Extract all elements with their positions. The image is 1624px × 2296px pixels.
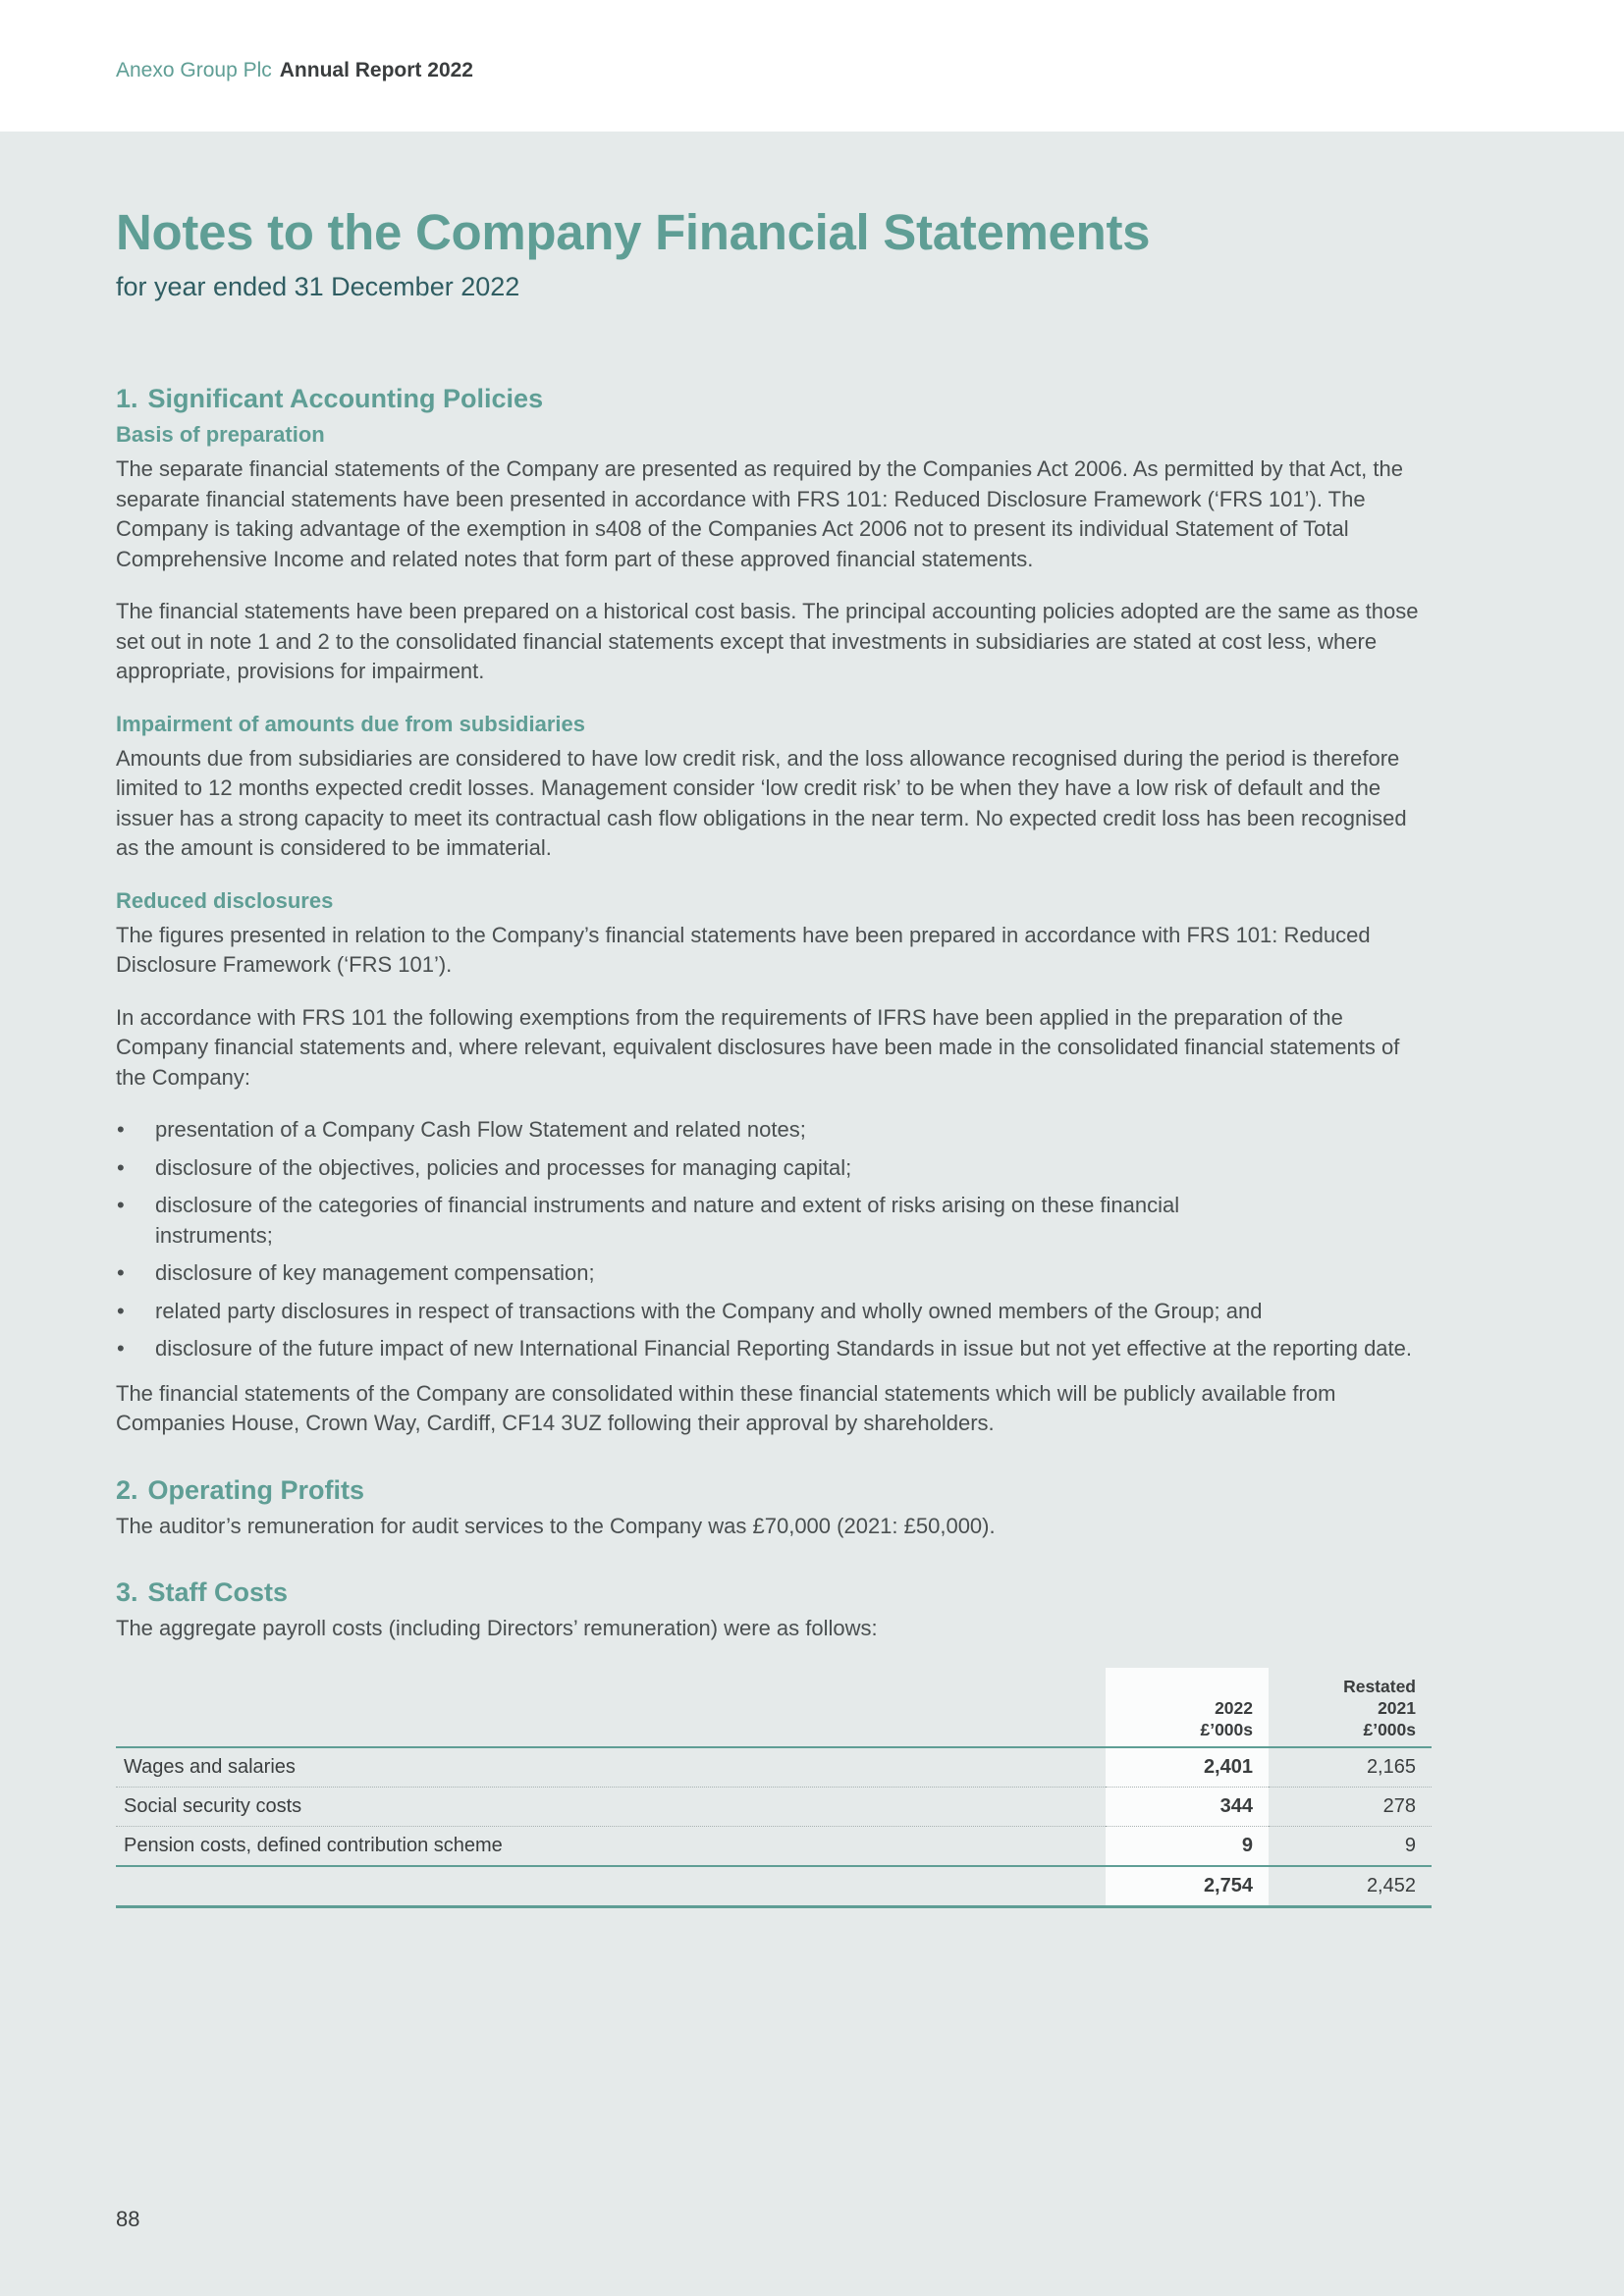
- column-unit-2022: £’000s: [1200, 1719, 1253, 1739]
- column-header-2022: [1106, 1668, 1269, 1747]
- list-item: • related party disclosures in respect of transactions with the Company and wholly owned members of the Group; and: [116, 1297, 1432, 1327]
- table-header-blank: [116, 1668, 1106, 1747]
- value-2021: 2,165: [1269, 1747, 1432, 1788]
- consolidation-paragraph: The financial statements of the Company are consolidated within these financial statements which will be publicly available from Companies House, Crown Way, Cardiff, CF14 3UZ following their approval by shareholders.: [116, 1380, 1336, 1435]
- total-row: [116, 1866, 1432, 1907]
- row-label: Social security costs: [116, 1787, 1106, 1826]
- value-2022: 2,401: [1106, 1747, 1269, 1788]
- value-2021: 9: [1269, 1826, 1432, 1866]
- column-header-2021: [1269, 1668, 1432, 1747]
- page-title: Notes to the Company Financial Statements: [116, 204, 1151, 260]
- column-year-2021: 2021: [1378, 1697, 1416, 1718]
- value-2022: 9: [1106, 1826, 1269, 1866]
- exemptions-list: [116, 1115, 1432, 1364]
- basis-heading: Basis of preparation: [116, 422, 325, 447]
- operating-profits-paragraph: The auditor’s remuneration for audit services to the Company was £70,000 (2021: £50,000).: [116, 1513, 996, 1538]
- basis-paragraph-1: The separate financial statements of the Company are presented as required by the Companies Act 2006. As permitted by that Act, the separate financial statements have been presented in accordance with FRS 101: Reduced Disclosure Framework (‘FRS 101’). The Company is taking advantage of the exemption in s408 of the Companies Act 2006 not to present its individual Statement of Total Comprehensive Income and related notes that form part of these approved financial statements.: [116, 456, 1403, 571]
- total-label-blank: [116, 1866, 1106, 1907]
- section-1-heading: [116, 381, 1432, 416]
- reduced-disclosures-heading: Reduced disclosures: [116, 887, 334, 913]
- company-name: Anexo Group Plc: [116, 59, 272, 81]
- section-1-title: Significant Accounting Policies: [147, 384, 544, 413]
- page-content: [116, 201, 1432, 1908]
- page-header: [0, 0, 1624, 132]
- impairment-paragraph: Amounts due from subsidiaries are considered to have low credit risk, and the loss allowance recognised during the period is therefore limited to 12 months expected credit losses. Management consider ‘low credit risk’ to be when they have a low risk of default and the issuer has a strong capacity to meet its contractual cash flow obligations in the near term. No expected credit loss has been recognised as the amount is considered to be immaterial.: [116, 745, 1407, 860]
- reduced-paragraph-1: The figures presented in relation to the Company’s financial statements have been prepared in accordance with FRS 101: Reduced Disclosure Framework (‘FRS 101’).: [116, 922, 1371, 977]
- section-3-heading: [116, 1575, 1432, 1610]
- column-unit-2021: £’000s: [1363, 1719, 1416, 1739]
- section-3-number: 3.: [116, 1577, 138, 1607]
- row-label: Pension costs, defined contribution scheme: [116, 1826, 1106, 1866]
- total-2021: 2,452: [1269, 1866, 1432, 1907]
- section-2-number: 2.: [116, 1474, 138, 1505]
- reduced-paragraph-2: In accordance with FRS 101 the following exemptions from the requirements of IFRS have been applied in the preparation of the Company financial statements and, where relevant, equivalent disclosures have been made in the consolidated financial statements of the Company:: [116, 1004, 1400, 1090]
- running-header: [116, 59, 473, 82]
- section-1-number: 1.: [116, 384, 138, 413]
- list-item: • disclosure of the categories of financial instruments and nature and extent of risks arising on these financial instruments;: [116, 1191, 1432, 1251]
- section-3-title: Staff Costs: [147, 1577, 289, 1607]
- column-restated-label: Restated: [1343, 1676, 1416, 1696]
- list-item: • presentation of a Company Cash Flow Statement and related notes;: [116, 1115, 1432, 1146]
- report-title: Annual Report 2022: [279, 59, 473, 81]
- section-2-title: Operating Profits: [147, 1474, 365, 1505]
- list-item: • disclosure of the objectives, policies and processes for managing capital;: [116, 1153, 1432, 1184]
- page-number: 88: [116, 2207, 140, 2231]
- list-item: • disclosure of the future impact of new International Financial Reporting Standards in issue but not yet effective at the reporting date.: [116, 1334, 1432, 1364]
- table-row: [116, 1787, 1432, 1826]
- total-2022: 2,754: [1106, 1866, 1269, 1907]
- row-label: Wages and salaries: [116, 1747, 1106, 1788]
- basis-paragraph-2: The financial statements have been prepared on a historical cost basis. The principal accounting policies adopted are the same as those set out in note 1 and 2 to the consolidated financial statements except that investments in subsidiaries are stated at cost less, where appropriate, provisions for impairment.: [116, 599, 1419, 683]
- table-row: [116, 1826, 1432, 1866]
- table-row: [116, 1747, 1432, 1788]
- value-2021: 278: [1269, 1787, 1432, 1826]
- list-item: • disclosure of key management compensation;: [116, 1258, 1432, 1289]
- staff-costs-paragraph: The aggregate payroll costs (including Directors’ remuneration) were as follows:: [116, 1616, 878, 1640]
- column-year-2022: 2022: [1215, 1697, 1253, 1718]
- impairment-heading: Impairment of amounts due from subsidiaries: [116, 711, 585, 736]
- staff-costs-table: [116, 1668, 1432, 1908]
- page-subtitle: for year ended 31 December 2022: [116, 272, 520, 301]
- value-2022: 344: [1106, 1787, 1269, 1826]
- section-2-heading: [116, 1472, 1432, 1508]
- table-header-row: [116, 1668, 1432, 1747]
